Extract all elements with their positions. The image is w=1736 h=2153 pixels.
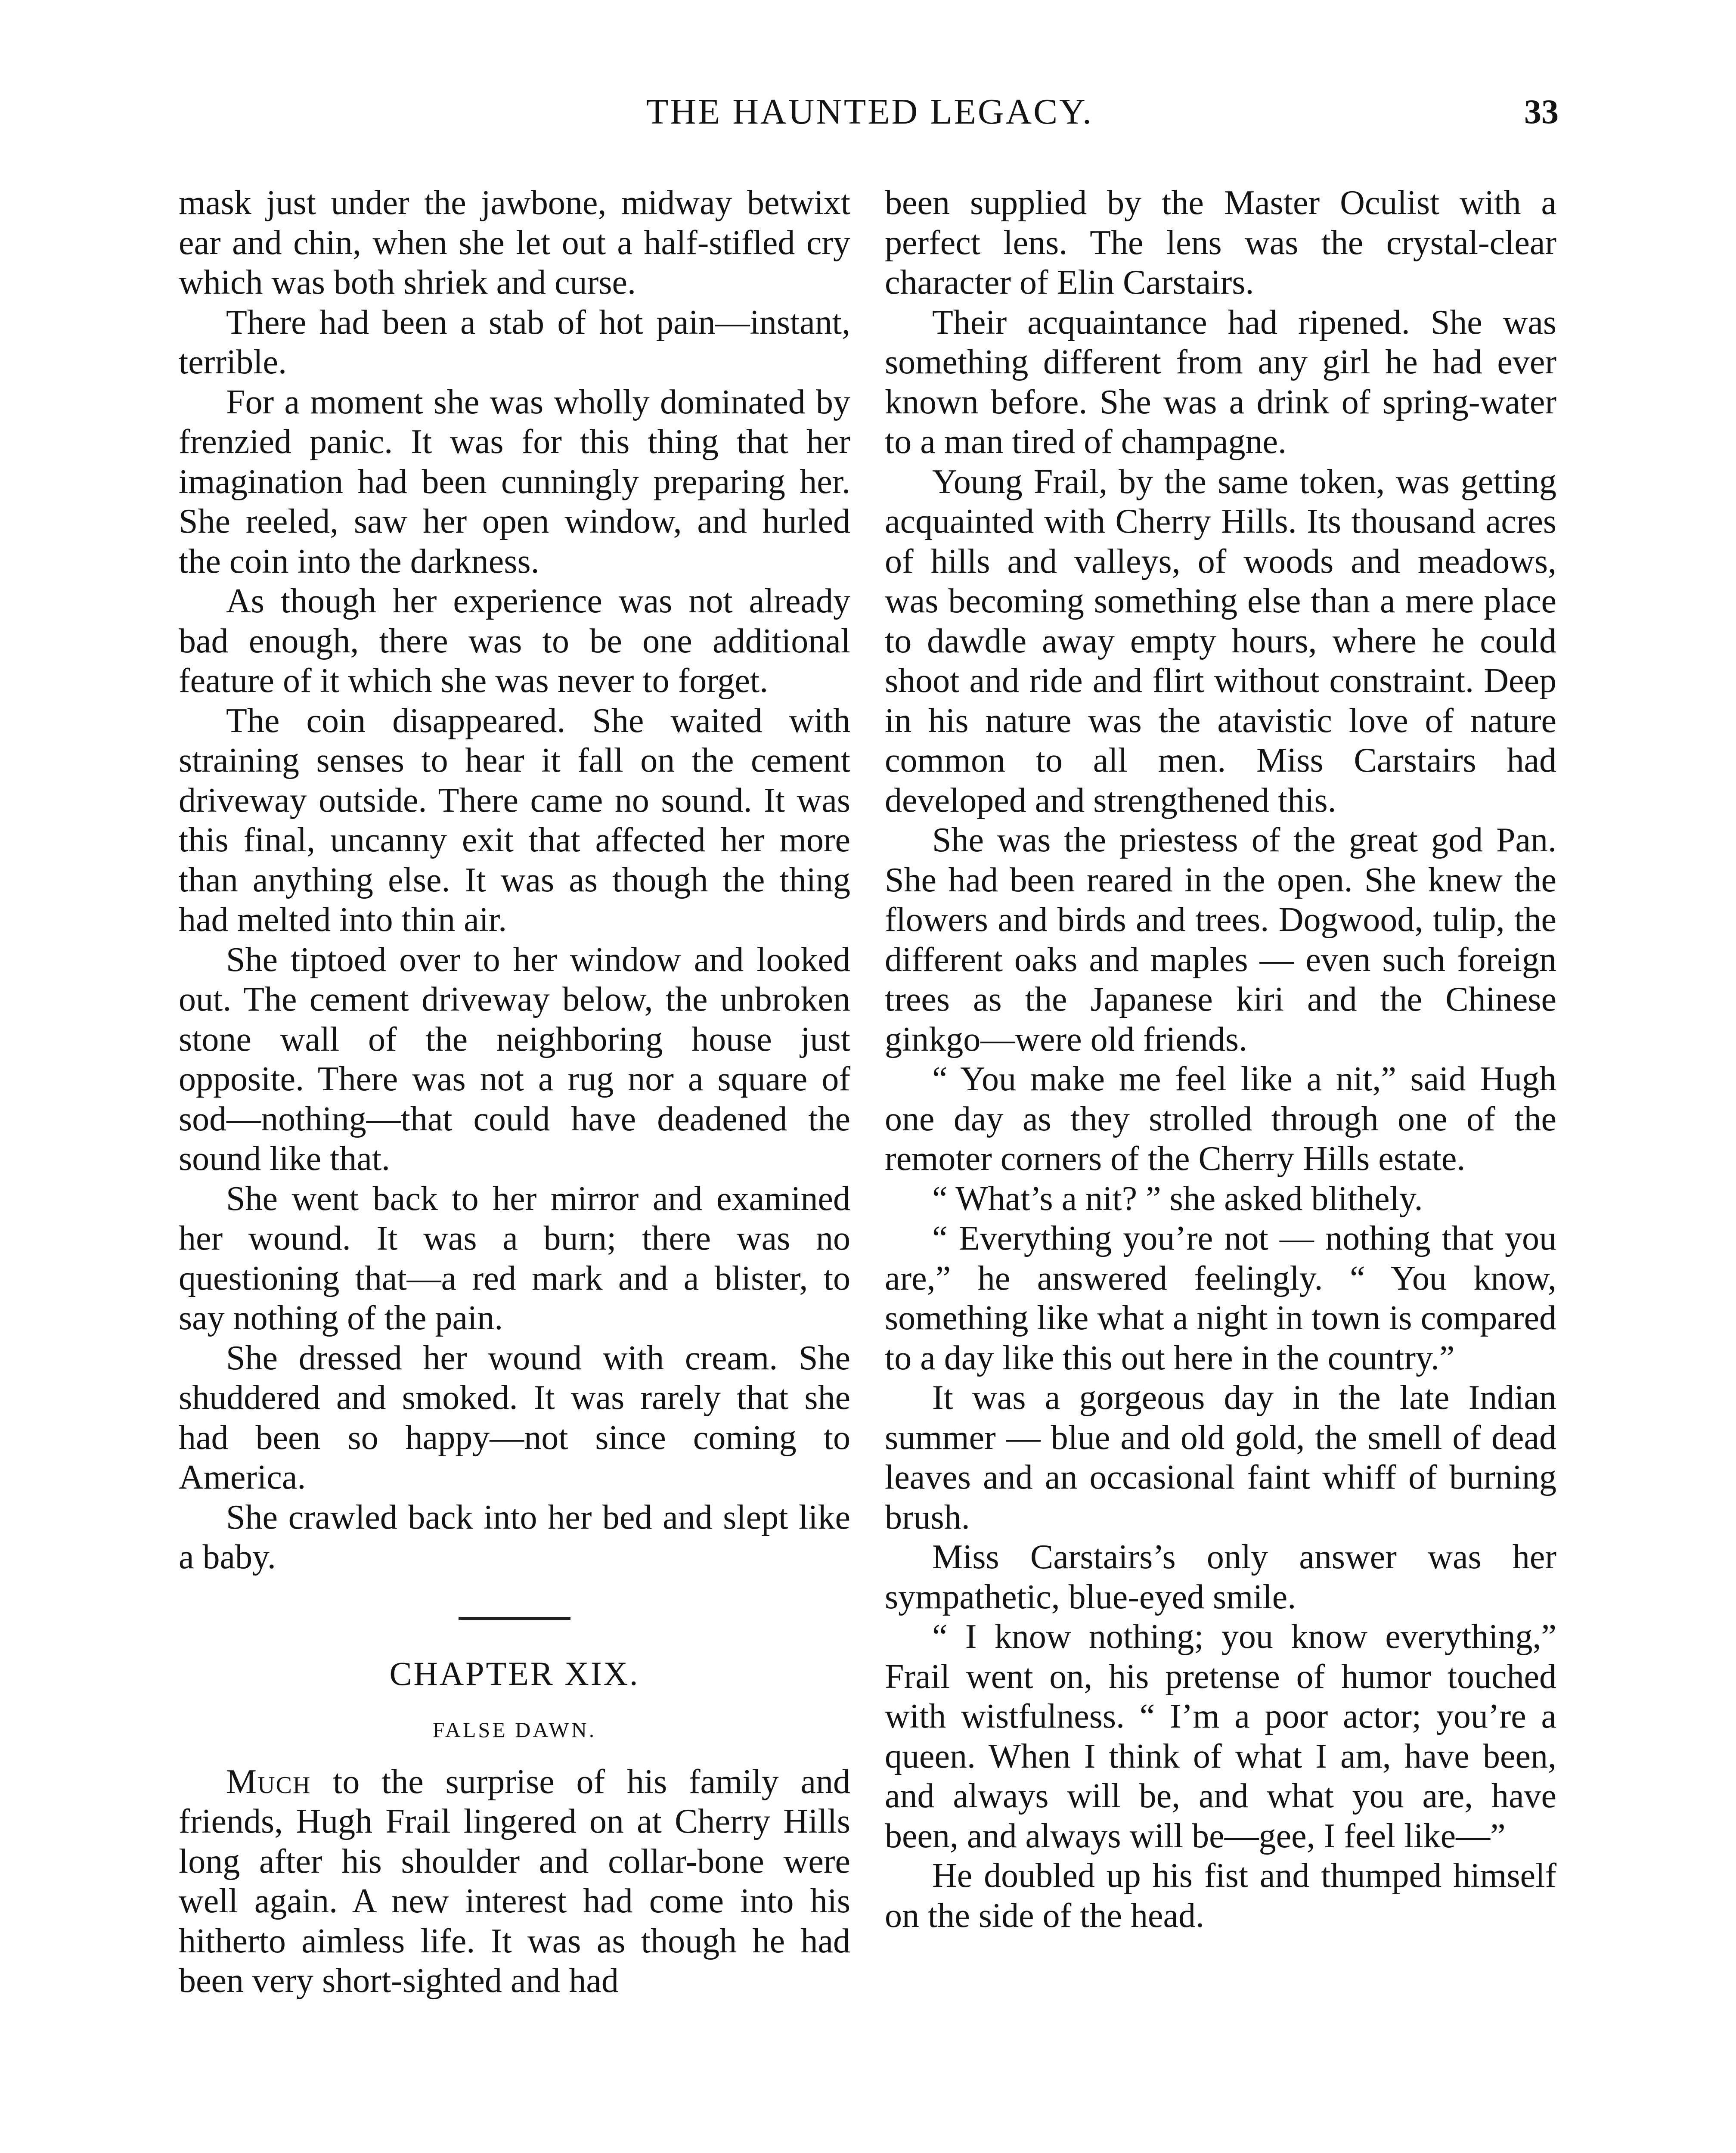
paragraph: She dressed her wound with cream. She shuddered and smoked. It was rarely that she had been so happy—not since coming to America.: [179, 1339, 850, 1496]
chapter-divider-rule: [459, 1617, 570, 1620]
paragraph: She was the priestess of the great god Pan. She had been reared in the open. She knew the flowers and birds and trees. Dogwood, tulip, the different oaks and maples — even such foreign trees as the Japanese kiri and the Chinese ginkgo—were old friends.: [885, 821, 1556, 1058]
chapter-lead-word: Much: [226, 1762, 311, 1801]
chapter-heading: CHAPTER XIX.: [389, 1654, 640, 1692]
paragraph: been supplied by the Master Oculist with a perfect lens. The lens was the crystal-clear character of Elin Carstairs.: [885, 184, 1556, 301]
paragraph: For a moment she was wholly dominated by frenzied panic. It was for this thing that her imagination had been cunningly preparing her. She reeled, saw her open window, and hurled the coin into the darkness.: [179, 383, 850, 580]
paragraph: She tiptoed over to her window and looked out. The cement driveway below, the unbroken stone wall of the neighboring house just opposite. There was not a rug nor a square of sod—nothing—that could have deadened the sound like that.: [179, 940, 850, 1178]
paragraph: Young Frail, by the same token, was getting acquainted with Cherry Hills. Its thousand acres of hills and valleys, of woods and meadows, was becoming something else than a mere place to dawdle away empty hours, where he could shoot and ride and flirt without constraint. Deep in his nature was the atavistic love of nature common to all men. Miss Carstairs had developed and strengthened this.: [885, 462, 1556, 819]
page-number: 33: [1524, 93, 1559, 131]
paragraph: The coin disappeared. She waited with straining senses to hear it fall on the cement driveway outside. There came no sound. It was this final, uncanny exit that affected her more than anything else. It was as though the thing had melted into thin air.: [179, 701, 850, 939]
paragraph: He doubled up his fist and thumped himself on the side of the head.: [885, 1857, 1556, 1935]
paragraph: “ What’s a nit? ” she asked blithely.: [932, 1179, 1423, 1218]
paragraph: Miss Carstairs’s only answer was her sympathetic, blue-eyed smile.: [885, 1538, 1556, 1616]
paragraph: There had been a stab of hot pain—instant, terrible.: [179, 303, 850, 381]
running-title: THE HAUNTED LEGACY.: [646, 92, 1094, 132]
left-column: [179, 183, 850, 2001]
paragraph: “ Everything you’re not — nothing that you are,” he answered feelingly. “ You know, something like what a night in town is compared to a day like this out here in the country.”: [885, 1219, 1556, 1377]
paragraph: “ I know nothing; you know everything,” Frail went on, his pretense of humor touched with wistfulness. “ I’m a poor actor; you’re a queen. When I think of what I am, have been, and always will be, and what you are, have been, and always will be—gee, I feel like—”: [885, 1618, 1556, 1855]
paragraph: As though her experience was not already bad enough, there was to be one additional feature of it which she was never to forget.: [179, 582, 850, 700]
paragraph: “ You make me feel like a nit,” said Hugh one day as they strolled through one of the remoter corners of the Cherry Hills estate.: [885, 1060, 1556, 1178]
paragraph: Their acquaintance had ripened. She was something different from any girl he had ever known before. She was a drink of spring-water to a man tired of champagne.: [885, 303, 1556, 461]
right-column: [885, 183, 1556, 1936]
paragraph: mask just under the jawbone, midway betwixt ear and chin, when she let out a half-stifled cry which was both shriek and curse.: [179, 184, 850, 301]
chapter-opening-text: to the surprise of his family and friends, Hugh Frail lingered on at Cherry Hills long after his shoulder and collar-bone were well again. A new interest had come into his hitherto aimless life. It was as though he had been very short-sighted and had: [179, 1762, 850, 2000]
paragraph: She went back to her mirror and examined her wound. It was a burn; there was no questioning that—a red mark and a blister, to say nothing of the pain.: [179, 1179, 850, 1337]
chapter-subtitle: FALSE DAWN.: [432, 1717, 597, 1742]
paragraph: It was a gorgeous day in the late Indian summer — blue and old gold, the smell of dead leaves and an occasional faint whiff of burning brush.: [885, 1379, 1556, 1536]
running-head: [181, 88, 1559, 136]
paragraph: She crawled back into her bed and slept like a baby.: [179, 1498, 850, 1576]
chapter-opening-paragraph: [179, 1762, 850, 2001]
